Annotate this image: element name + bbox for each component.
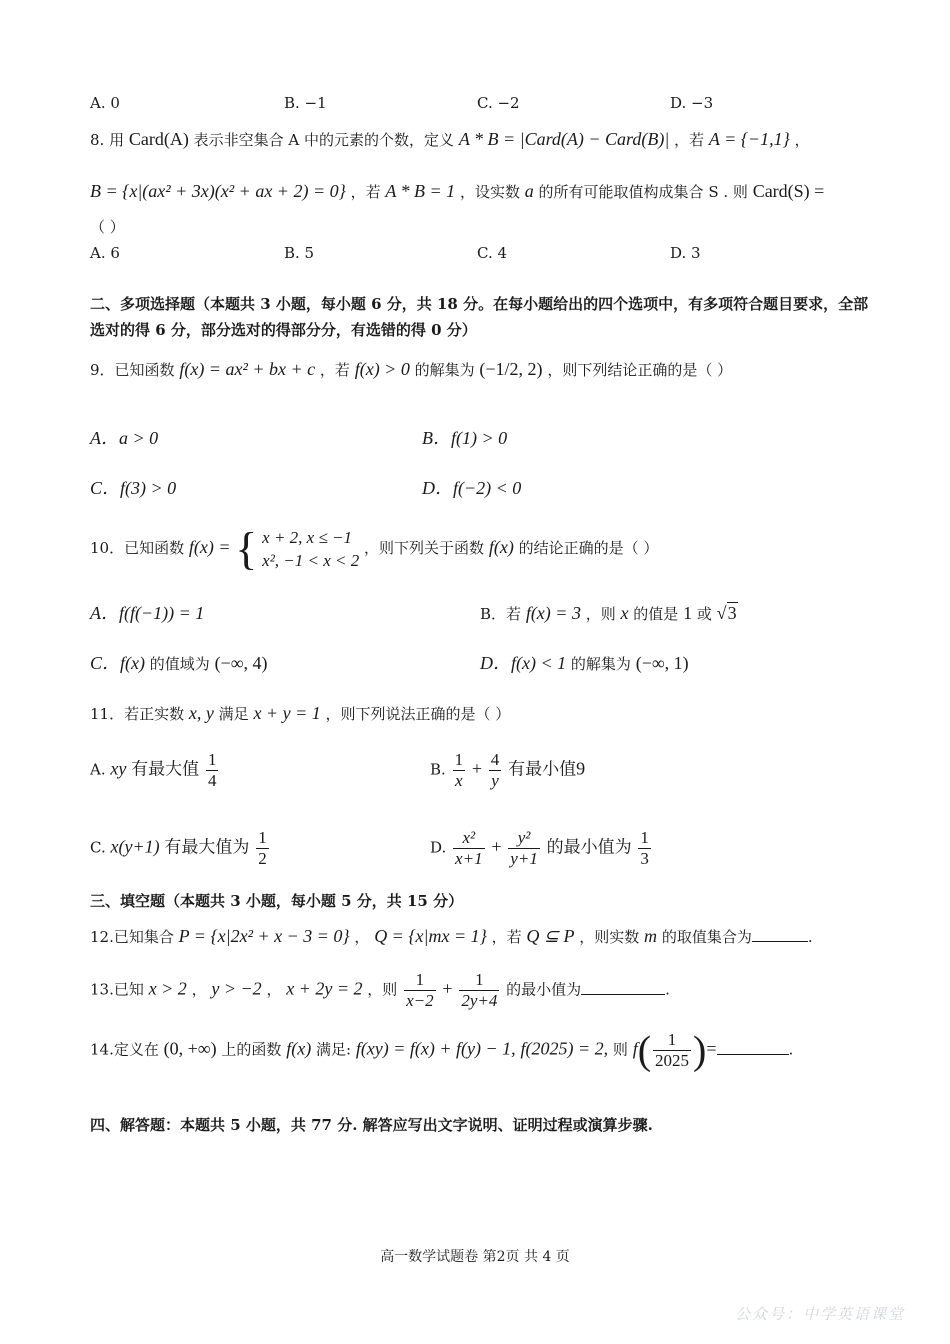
q7-option-d: D. −3 (670, 94, 714, 112)
q11-b-text: 有最小值 (508, 759, 577, 780)
left-brace-icon: { (235, 523, 258, 574)
q11-a-text: 有最大值 (131, 759, 200, 780)
q9-option-d: D．f(−2) < 0 (422, 478, 522, 498)
q10-b-text: 的值是 (633, 605, 679, 623)
q14-text: 满足: (315, 1040, 352, 1059)
q12-set-p: P = {x|2x² + x − 3 = 0} (178, 926, 350, 946)
q8-line-1 (90, 128, 810, 151)
q12-answer-blank[interactable] (752, 925, 808, 942)
q11-b-fraction-1 (453, 750, 466, 791)
q11-number: 11．若正实数 (90, 705, 185, 723)
q11-a-fraction (206, 750, 219, 791)
q11-text: ，则下列说法正确的是（ ） (325, 705, 511, 723)
q11-b-prefix: B. (430, 760, 446, 779)
q9-function: f(x) = ax² + bx + c (179, 359, 316, 379)
q8-text: ，设实数 (459, 183, 520, 201)
q11-option-a (90, 750, 220, 791)
q13-sep: ， (266, 980, 282, 999)
q11-b-fraction-2 (489, 750, 502, 791)
q8-option-d: D. 3 (670, 244, 701, 262)
q12-set-q: Q = {x|mx = 1} (374, 926, 487, 946)
q10-d-text: 的解集为 (570, 655, 631, 673)
q11-c-den: 2 (258, 849, 267, 868)
q11-stem (90, 702, 510, 725)
q11-c-expr: x(y+1) (110, 836, 160, 857)
q11-b-den-1: x (455, 771, 463, 790)
q8-text: ，若 (674, 131, 705, 149)
q11-d-fraction-3 (638, 828, 651, 869)
q8-condition: A * B = 1 (385, 181, 456, 201)
q11-d-num-1: x² (453, 828, 485, 849)
q8-card-a: Card(A) (128, 129, 189, 149)
q8-option-c: C. 4 (477, 244, 508, 262)
q8-text: 用 (109, 131, 125, 149)
q13-fraction-2 (459, 970, 499, 1011)
q10-b-one: 1 (683, 603, 693, 623)
q10-c-range: (−∞, 4) (214, 653, 268, 673)
q10-cases (262, 526, 359, 572)
q13-plus: + (442, 978, 453, 999)
q8-definition: A * B = |Card(A) − Card(B)| (458, 129, 670, 149)
q10-option-a: A．f(f(−1)) = 1 (90, 603, 205, 623)
q13-cond-2: y > −2 (211, 978, 262, 999)
q10-text: 的结论正确的是（ ） (518, 539, 659, 557)
q14-answer-blank[interactable] (717, 1038, 789, 1055)
q13-answer-blank[interactable] (581, 978, 665, 995)
q11-d-text: 的最小值为 (546, 837, 632, 858)
q11-d-den-2: y+1 (510, 849, 538, 868)
q11-vars: x, y (188, 703, 214, 723)
q7-option-a: A. 0 (90, 94, 120, 112)
q13-num-1: 1 (404, 970, 436, 991)
q13-number: 13.已知 (90, 980, 144, 999)
q11-c-fraction (256, 828, 269, 869)
q8-set-b: B = {x|(ax² + 3x)(x² + ax + 2) = 0} (90, 181, 346, 201)
q13-stem (90, 970, 670, 1011)
q9-option-a: A．a > 0 (90, 428, 159, 448)
left-paren-icon: ( (637, 1027, 652, 1073)
q14-f: f (632, 1038, 638, 1059)
right-paren-icon: ) (693, 1027, 707, 1073)
q10-number: 10．已知函数 (90, 539, 185, 557)
q8-option-b: B. 5 (284, 244, 315, 262)
q10-c-fx: C．f(x) (90, 653, 145, 673)
q9-text: 的解集为 (414, 361, 475, 379)
q10-c-text: 的值域为 (149, 655, 210, 673)
q13-sep: ， (191, 980, 207, 999)
q13-cond-3: x + 2y = 2 (286, 978, 363, 999)
q8-card-s: Card(S) = (752, 181, 825, 201)
q14-fx: f(x) (286, 1038, 312, 1059)
q13-num-2: 1 (459, 970, 499, 991)
watermark: 公众号：中学英语课堂 (735, 1305, 906, 1323)
q12-text: 的取值集合为 (661, 928, 752, 946)
q14-text: 则 (612, 1040, 628, 1059)
q13-text: 的最小值为 (506, 980, 582, 999)
q12-text: ，则实数 (579, 928, 640, 946)
q13-den-1: x−2 (406, 991, 434, 1010)
q14-end: . (788, 1040, 794, 1059)
q11-d-num: 1 (640, 828, 649, 847)
q11-option-d (430, 828, 653, 869)
q10-stem (90, 523, 659, 574)
q8-line-2 (90, 180, 824, 203)
q11-b-value: 9 (576, 758, 586, 779)
q11-b-plus: + (471, 758, 483, 779)
q11-text: 满足 (218, 705, 249, 723)
section-3-heading: 三、填空题（本题共 3 小题，每小题 5 分，共 15 分） (90, 892, 464, 910)
q9-stem (90, 358, 732, 381)
q11-option-b (430, 750, 585, 791)
q14-equation: f(xy) = f(x) + f(y) − 1, (355, 1038, 516, 1059)
q11-d-den: 3 (640, 849, 649, 868)
q12-condition: Q ⊆ P (526, 926, 575, 946)
q8-number: 8. (90, 131, 105, 149)
q11-d-den-1: x+1 (455, 849, 483, 868)
q8-text: 的所有可能取值构成集合 S . 则 (538, 183, 748, 201)
q8-text: ， (794, 131, 810, 149)
q11-a-num: 1 (207, 750, 217, 769)
q14-num: 1 (653, 1030, 691, 1051)
q10-option-c (90, 652, 268, 675)
q11-option-c (90, 828, 271, 869)
q11-a-prefix: A. (90, 760, 106, 779)
q8-text: ，若 (350, 183, 381, 201)
q10-b-root: 3 (727, 603, 737, 623)
q11-b-num-1: 1 (454, 750, 464, 769)
q10-option-b (480, 602, 738, 625)
q10-b-equation: f(x) = 3 (525, 603, 581, 623)
q10-option-d (480, 652, 689, 675)
q9-number: 9．已知函数 (90, 361, 175, 379)
q14-fraction (653, 1030, 691, 1071)
q12-text: ，若 (491, 928, 522, 946)
q14-den: 2025 (655, 1051, 690, 1070)
q14-value: f(2025) = 2, (520, 1038, 609, 1059)
q9-text: ，若 (319, 361, 350, 379)
q10-case-2: x², −1 < x < 2 (262, 551, 360, 570)
q9-interval: (−1/2, 2) (479, 359, 543, 379)
q9-option-c: C．f(3) > 0 (90, 478, 177, 498)
q11-d-plus: + (491, 836, 502, 857)
q12-stem (90, 925, 813, 948)
q13-den-2: 2y+4 (461, 991, 498, 1010)
q14-number: 14.定义在 (90, 1040, 159, 1059)
q12-end: . (807, 928, 813, 946)
q11-condition: x + y = 1 (253, 703, 321, 723)
q11-b-den-2: y (491, 771, 499, 790)
q11-b-num-2: 4 (490, 750, 500, 769)
q7-option-b: B. −1 (284, 94, 327, 112)
section-4-heading: 四、解答题：本题共 5 小题，共 77 分. 解答应写出文字说明、证明过程或演算步骤. (90, 1116, 653, 1134)
q11-a-den: 4 (207, 771, 217, 790)
q10-text: ，则下列关于函数 (364, 539, 485, 557)
q7-option-c: C. −2 (477, 94, 520, 112)
section-2-heading: 二、多项选择题（本题共 3 小题，每小题 6 分，共 18 分。在每小题给出的四个选项中，有多项符合题目要求，全部选对的得 6 分，部分选对的得部分分，有选错的得 0 分） (90, 295, 869, 339)
q10-b-prefix: B．若 (480, 605, 522, 623)
q10-d-range: (−∞, 1) (635, 653, 689, 673)
q9-text: ，则下列结论正确的是（ ） (547, 361, 733, 379)
q11-c-text: 有最大值为 (164, 837, 250, 858)
q11-d-fraction-1 (453, 828, 485, 869)
sqrt-icon: √3 (716, 603, 737, 623)
q8-set-a: A = {−1,1} (708, 129, 790, 149)
q14-text: 上的函数 (221, 1040, 282, 1059)
page-footer: 高一数学试题卷 第2页 共 4 页 (380, 1249, 570, 1265)
q8-paren: （ ） (90, 218, 125, 236)
q11-d-prefix: D. (430, 838, 447, 857)
q10-d-inequality: D．f(x) < 1 (480, 653, 567, 673)
q10-b-text: ，则 (585, 605, 616, 623)
q10-b-or: 或 (696, 605, 712, 623)
q8-text: 表示非空集合 A 中的元素的个数，定义 (193, 131, 455, 149)
q12-number: 12.已知集合 (90, 928, 174, 946)
q11-d-fraction-2 (508, 828, 540, 869)
q8-option-a: A. 6 (90, 244, 120, 262)
q10-case-1: x + 2, x ≤ −1 (262, 528, 353, 547)
q13-fraction-1 (404, 970, 436, 1011)
q10-b-x: x (620, 603, 629, 623)
q11-c-num: 1 (258, 828, 267, 847)
q13-text: ，则 (367, 980, 398, 999)
q9-option-b: B．f(1) > 0 (422, 428, 508, 448)
q12-sep: ， (354, 928, 370, 946)
q11-c-prefix: C. (90, 838, 106, 857)
q11-d-num-2: y² (508, 828, 540, 849)
q13-end: . (665, 980, 670, 999)
q9-inequality: f(x) > 0 (354, 359, 410, 379)
q10-fx: f(x) (488, 537, 514, 557)
q8-var-a: a (524, 181, 534, 201)
q14-eqsign: = (706, 1038, 717, 1059)
q11-a-expr: xy (110, 758, 127, 779)
q10-function: f(x) = (188, 537, 231, 557)
q14-stem (90, 1027, 794, 1073)
q14-domain: (0, +∞) (163, 1038, 217, 1059)
q12-var-m: m (644, 926, 658, 946)
q13-cond-1: x > 2 (148, 978, 187, 999)
